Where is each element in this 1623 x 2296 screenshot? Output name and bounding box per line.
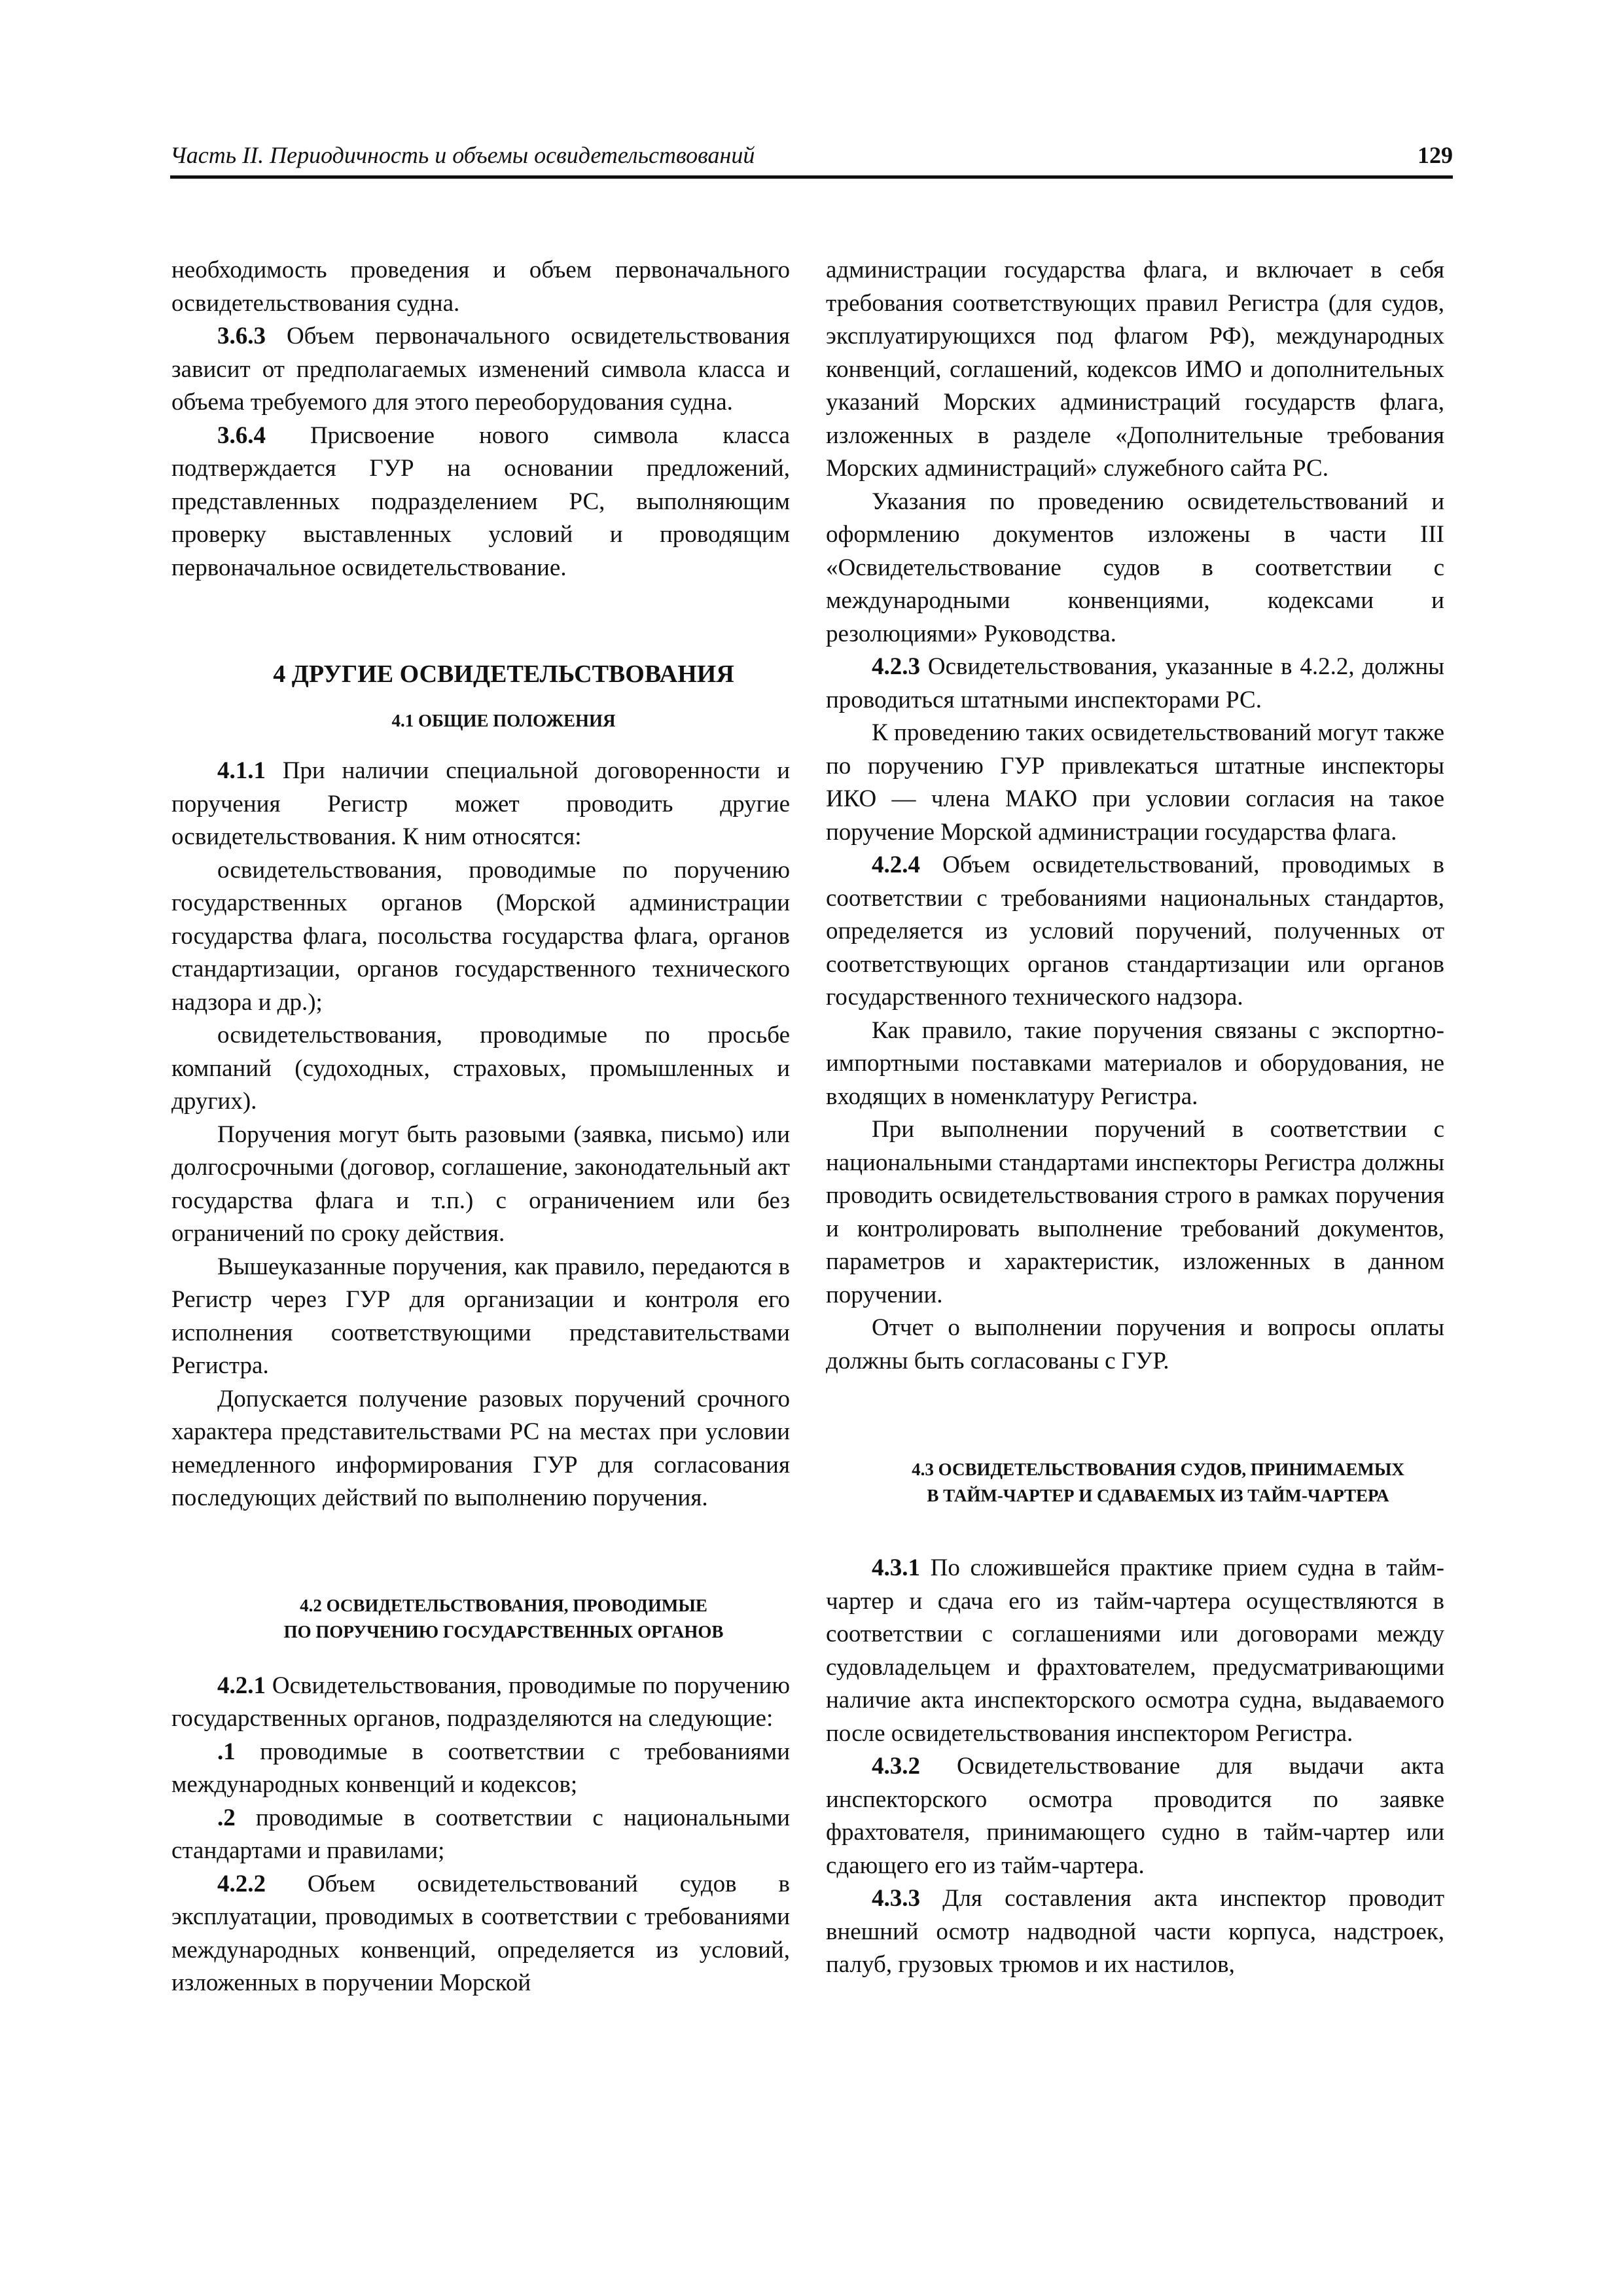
subsection-4-2-title-line1: 4.2 ОСВИДЕТЕЛЬСТВОВАНИЯ, ПРОВОДИМЫЕ xyxy=(300,1595,707,1615)
paragraph-allowed: Допускается получение разовых поручений срочного характера представительствами РС на местах при условии немедленного информирования ГУР для согласования последующих действий по выполнению поручения. xyxy=(171,1385,790,1511)
spacer xyxy=(171,691,790,708)
subsection-4-2-title-line2: ПО ПОРУЧЕНИЮ ГОСУДАРСТВЕННЫХ ОРГАНОВ xyxy=(283,1621,724,1641)
paragraph-text: Для составления акта инспектор проводит внешний осмотр надводной части корпуса, надстроек, палуб, грузовых трюмов и их настилов, xyxy=(826,1885,1444,1978)
clause-number: 4.3.2 xyxy=(872,1753,920,1780)
paragraph-text: Присвоение нового символа класса подтверждается ГУР на основании предложений, представленных подразделением РС, выполняющим проверку выставленных условий и проводящим первоначальное освидетельствование. xyxy=(171,422,790,581)
paragraph-text: проводимые в соответствии с требованиями международных конвенций и кодексов; xyxy=(171,1738,790,1798)
spacer xyxy=(171,584,790,658)
left-column xyxy=(171,254,790,2000)
clause-number: 4.1.1 xyxy=(217,757,266,784)
spacer xyxy=(171,734,790,755)
clause-number: 4.3.3 xyxy=(872,1885,920,1912)
paragraph-text: Освидетельствования, проводимые по поручению государственных органов, подразделяются на следующие: xyxy=(171,1672,790,1732)
paragraph-4-2-4 xyxy=(826,849,1444,1014)
paragraph-text: Объем первоначального освидетельствования зависит от предполагаемых изменений символа класса и объема требуемого для этого переоборудования судна. xyxy=(171,323,790,416)
paragraph-instructions: Указания по проведению освидетельствований и оформлению документов изложены в части III «Освидетельствование судов в соответствии с международными конвенциями, кодексами и резолюциями» Руководства. xyxy=(826,488,1444,647)
paragraph-4-3-2 xyxy=(826,1750,1444,1882)
paragraph-text: Объем освидетельствований, проводимых в соответствии с требованиями национальных стандартов, определяется из условий поручений, полученных от соответствующих органов стандартизации или органов государственного технического надзора. xyxy=(826,852,1444,1011)
paragraph-continuation: необходимость проведения и объем первоначального освидетельствования судна. xyxy=(171,257,790,317)
item-number: .2 xyxy=(217,1804,236,1831)
paragraph-execution: При выполнении поручений в соответствии с национальными стандартами инспекторы Регистра должны проводить освидетельствования строго в рамках поручения и контролировать выполнение требований документов, параметров и характеристик, изложенных в данном поручении. xyxy=(826,1116,1444,1308)
list-item-companies: освидетельствования, проводимые по просьбе компаний (судоходных, страховых, промышленных и других). xyxy=(171,1022,790,1115)
clause-number: 4.2.2 xyxy=(217,1870,266,1897)
paragraph-orders: Поручения могут быть разовыми (заявка, письмо) или долгосрочными (договор, соглашение, законодательный акт государства флага и т.п.) с ограничением или без ограничений по сроку действия. xyxy=(171,1121,790,1247)
paragraph-text: проводимые в соответствии с национальными стандартами и правилами; xyxy=(171,1804,790,1864)
right-column xyxy=(826,254,1444,1982)
paragraph-text: По сложившейся практике прием судна в тайм-чартер и сдача его из тайм-чартера осуществляются в соответствии с соглашениями или договорами между судовладельцем и фрахтователем, предусматривающими наличие акта инспекторского осмотра судна, выдаваемого после освидетельствования инспектором Регистра. xyxy=(826,1554,1444,1747)
clause-number: 4.2.3 xyxy=(872,653,920,680)
paragraph-as-a-rule: Как правило, такие поручения связаны с экспортно-импортными поставками материалов и оборудования, не входящих в номенклатуру Регистра. xyxy=(826,1016,1444,1110)
list-item-state-bodies: освидетельствования, проводимые по поручению государственных органов (Морской администрации государства флага, посольства государства флага, органов стандартизации, органов государственного технического надзора и др.); xyxy=(171,856,790,1016)
page-number: 129 xyxy=(1418,142,1453,168)
paragraph-report: Отчет о выполнении поручения и вопросы оплаты должны быть согласованы с ГУР. xyxy=(826,1314,1444,1374)
item-number: .1 xyxy=(217,1738,236,1765)
list-item-1 xyxy=(171,1736,790,1802)
subsection-4-1-title: 4.1 ОБЩИЕ ПОЛОЖЕНИЯ xyxy=(391,711,616,730)
paragraph-4-3-1 xyxy=(826,1552,1444,1750)
running-header-title: Часть II. Периодичность и объемы освидетельствований xyxy=(170,142,755,168)
clause-number: 3.6.3 xyxy=(217,323,266,350)
section-4-title: 4 ДРУГИЕ ОСВИДЕТЕЛЬСТВОВАНИЯ xyxy=(273,660,734,688)
clause-number: 4.2.1 xyxy=(217,1672,266,1699)
spacer xyxy=(826,1378,1444,1456)
paragraph-4-2-2 xyxy=(171,1868,790,2000)
clause-number: 4.2.4 xyxy=(872,852,920,878)
paragraph-text: Освидетельствования, указанные в 4.2.2, должны проводиться штатными инспекторами РС. xyxy=(826,653,1444,713)
paragraph-4-1-1 xyxy=(171,755,790,854)
paragraph-above-orders: Вышеуказанные поручения, как правило, передаются в Регистр через ГУР для организации и контроля его исполнения соответствующими представительствами Регистра. xyxy=(171,1253,790,1379)
subsection-4-3-title-line2: В ТАЙМ-ЧАРТЕР И СДАВАЕМЫХ ИЗ ТАЙМ-ЧАРТЕРА xyxy=(927,1486,1389,1505)
paragraph-4-2-3 xyxy=(826,651,1444,717)
paragraph-text: Освидетельствование для выдачи акта инспекторского осмотра проводится по заявке фрахтователя, принимающего судно в тайм-чартер или сдающего его из тайм-чартера. xyxy=(826,1753,1444,1879)
list-item-2 xyxy=(171,1802,790,1868)
paragraph-attract: К проведению таких освидетельствований могут также по поручению ГУР привлекаться штатные инспекторы ИКО — члена МАКО при условии согласия на такое поручение Морской администрации государства флага. xyxy=(826,719,1444,846)
clause-number: 4.3.1 xyxy=(872,1554,920,1581)
subsection-4-3-title-line1: 4.3 ОСВИДЕТЕЛЬСТВОВАНИЯ СУДОВ, ПРИНИМАЕМЫХ xyxy=(912,1460,1404,1479)
spacer xyxy=(171,1645,790,1670)
paragraph-continuation: администрации государства флага, и включает в себя требования соответствующих правил Регистра (для судов, эксплуатирующихся под флагом РФ), международных конвенций, соглашений, кодексов ИМО и дополнительных указаний Морских администраций государств флага, изложенных в разделе «Дополнительные требования Морских администраций» служебного сайта РС. xyxy=(826,257,1444,482)
paragraph-3-6-3 xyxy=(171,320,790,420)
clause-number: 3.6.4 xyxy=(217,422,266,449)
paragraph-text: Объем освидетельствований судов в эксплуатации, проводимых в соответствии с требованиями международных конвенций, определяется из условий, изложенных в поручении Морской xyxy=(171,1870,790,1996)
spacer xyxy=(171,1515,790,1592)
paragraph-4-2-1 xyxy=(171,1670,790,1736)
running-header xyxy=(170,139,1453,179)
paragraph-text: При наличии специальной договоренности и поручения Регистр может проводить другие освидетельствования. К ним относятся: xyxy=(171,757,790,850)
paragraph-3-6-4 xyxy=(171,420,790,585)
paragraph-4-3-3 xyxy=(826,1882,1444,1982)
spacer xyxy=(826,1509,1444,1552)
